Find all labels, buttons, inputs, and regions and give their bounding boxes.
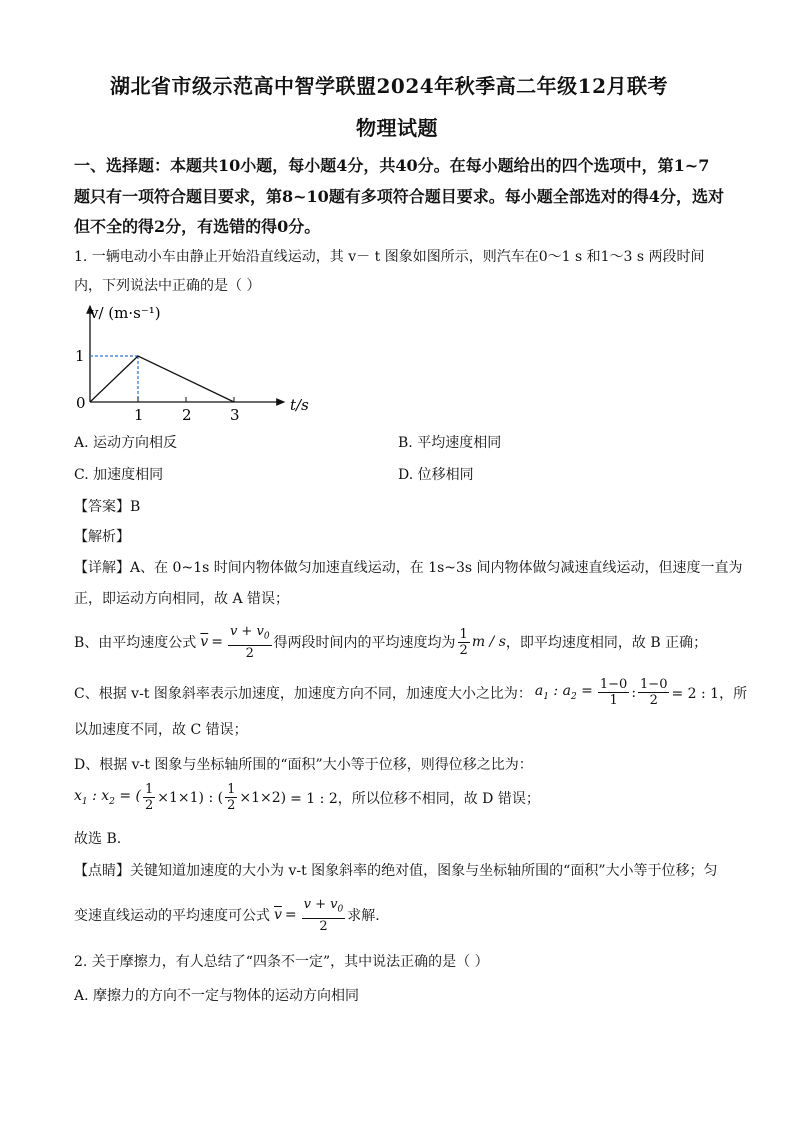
q1-detail-d-line1: D、根据 v-t 图象与坐标轴所围的“面积”大小等于位移，则得位移之比为： [74, 757, 533, 773]
q1-tip-line2-post: 求解. [347, 908, 380, 925]
y-tick-label-1: 1 [75, 347, 85, 365]
q1-tip-line2: 变速直线运动的平均速度可公式 $\overline{v}$ = $\frac{v + v_0}{2}$ 求解. [74, 897, 380, 934]
q1-detail-line1: 【详解】A、在 0~1s 时间内物体做匀加速直线运动，在 1s~3s 间内物体做匀减速直线运动，但速度一直为 [74, 560, 743, 576]
q1-detail-b: B、由平均速度公式 $\overline{v}$ = $\frac{v + v_0}{2}$ 得两段时间内的平均速度均为 $\frac{1}{2}$ m / s ，即平均速度相同，故 B 正确； [74, 624, 708, 661]
q1-analysis-heading: 【解析】 [74, 529, 130, 545]
tip-fraction: $\frac{v + v_0}{2}$ [303, 897, 344, 934]
q1-stem-line1: 1. 一辆电动小车由静止开始沿直线运动，其 v－ t 图象如图所示，则汽车在0～1 s 和1～3 s 两段时间 [74, 249, 705, 265]
section-instruction-line2: 题只有一项符合题目要求，第8~10题有多项符合题目要求。每小题全部选对的得4分，选对 [74, 187, 724, 206]
q1-detail-c: C、根据 v-t 图象斜率表示加速度，加速度方向不同，加速度大小之比为： $a_1$ : $a_2$ = $\frac{1-0}{1}$ : $\frac{1-0}{2}$ = 2 : 1，所 [74, 677, 748, 708]
x-tick-label-1: 1 [134, 406, 144, 424]
vbar-symbol: $\overline{v}$ [200, 634, 209, 651]
area2-fraction: $\frac{1}{2}$ [227, 782, 236, 813]
section-instruction-line3: 但不全的得2分，有选错的得0分。 [74, 217, 321, 236]
q1-stem-line2: 内，下列说法中正确的是（ ） [74, 278, 261, 294]
half-fraction: $\frac{1}{2}$ [459, 626, 468, 658]
q1-option-d: D. 位移相同 [398, 467, 474, 483]
origin-label: 0 [76, 394, 86, 412]
x-tick-label-3: 3 [230, 406, 240, 424]
q1-option-c: C. 加速度相同 [74, 467, 164, 483]
a2-fraction: $\frac{1-0}{2}$ [640, 677, 668, 708]
q1-detail-c-line2: 以加速度不同，故 C 错误； [74, 722, 248, 738]
exam-title: 湖北省市级示范高中智学联盟2024年秋季高二年级12月联考 [110, 74, 668, 98]
q1-detail-b-mid: 得两段时间内的平均速度均为 [273, 635, 456, 652]
q1-tip-line1: 【点睛】关键知道加速度的大小为 v-t 图象斜率的绝对值，图象与坐标轴所围的“面积”大小等于位移；匀 [74, 863, 718, 879]
q1-detail-b-post: ，即平均速度相同，故 B 正确； [505, 635, 708, 652]
q2-option-a: A. 摩擦力的方向不一定与物体的运动方向相同 [74, 988, 360, 1004]
q1-detail-b-pre: B、由平均速度公式 [74, 635, 197, 652]
exam-subtitle: 物理试题 [356, 116, 438, 140]
x-tick-label-2: 2 [182, 406, 192, 424]
a1-fraction: $\frac{1-0}{1}$ [599, 677, 628, 708]
q1-answer: 【答案】B [74, 499, 141, 515]
q1-detail-d-post: = 1 : 2，所以位移不相同，故 D 错误； [290, 790, 540, 807]
q1-option-a: A. 运动方向相反 [74, 435, 178, 451]
q2-stem: 2. 关于摩擦力，有人总结了“四条不一定”，其中说法正确的是（ ） [74, 954, 489, 970]
q1-detail-b-unit: m / s [471, 634, 506, 651]
q1-conclusion: 故选 B. [74, 831, 122, 847]
q1-detail-d-line2: $x_1$ : $x_2$ = ( $\frac{1}{2}$ ×1×1) : ( $\frac{1}{2}$ ×1×2) = 1 : 2，所以位移不相同，故 D 错误； [74, 782, 540, 813]
x-axis-label: t/s [290, 396, 309, 414]
y-axis-label: v/ (m·s⁻¹) [90, 304, 161, 322]
q1-option-b: B. 平均速度相同 [398, 435, 502, 451]
q1-detail-c-post: = 2 : 1，所 [671, 685, 748, 702]
avg-velocity-fraction: $\frac{v + v_0}{2}$ [229, 624, 270, 661]
velocity-line [90, 356, 234, 402]
q1-detail-c-pre: C、根据 v-t 图象斜率表示加速度，加速度方向不同，加速度大小之比为： [74, 685, 532, 702]
q1-tip-line2-pre: 变速直线运动的平均速度可公式 [74, 908, 270, 925]
q1-detail-line2: 正，即运动方向相同，故 A 错误； [74, 591, 290, 607]
vt-graph [70, 298, 320, 426]
section-instruction-line1: 一、选择题：本题共10小题，每小题4分，共40分。在每小题给出的四个选项中，第1~7 [74, 156, 710, 175]
area1-fraction: $\frac{1}{2}$ [144, 782, 154, 813]
